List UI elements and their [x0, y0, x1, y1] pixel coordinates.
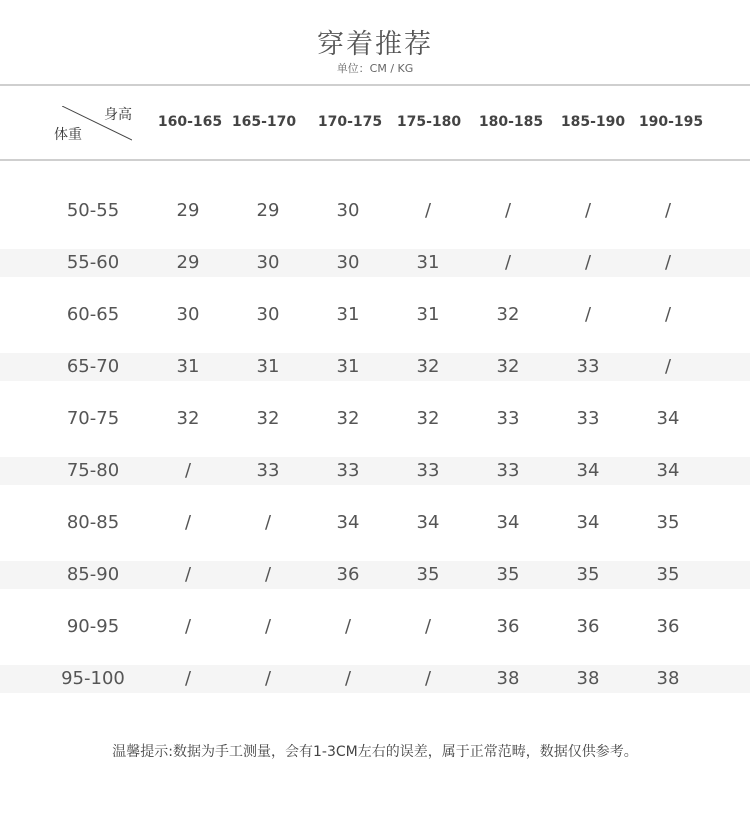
weight-cell: 55-60 — [66, 252, 120, 273]
size-cell: 29 — [176, 252, 200, 273]
table-row — [0, 249, 750, 277]
size-cell: / — [584, 252, 592, 273]
weight-cell: 50-55 — [66, 200, 120, 221]
weight-cell: 95-100 — [61, 668, 125, 689]
table-row — [0, 561, 750, 589]
size-cell: 32 — [416, 408, 440, 429]
size-cell: 36 — [336, 564, 360, 585]
size-cell: 36 — [656, 616, 680, 637]
height-axis-label: 身高 — [104, 107, 132, 123]
height-column-header: 175-180 — [396, 114, 462, 130]
size-cell: / — [264, 616, 272, 637]
size-cell: 34 — [656, 408, 680, 429]
size-cell: 35 — [656, 512, 680, 533]
height-column-header: 170-175 — [317, 114, 383, 130]
size-cell: / — [264, 564, 272, 585]
page-title: 穿着推荐 — [317, 29, 433, 60]
size-cell: 32 — [336, 408, 360, 429]
weight-cell: 85-90 — [66, 564, 120, 585]
height-column-header: 180-185 — [478, 114, 544, 130]
size-cell: 29 — [176, 200, 200, 221]
size-cell: / — [344, 616, 352, 637]
size-cell: / — [664, 200, 672, 221]
size-cell: / — [664, 252, 672, 273]
size-cell: 31 — [416, 252, 440, 273]
weight-cell: 75-80 — [66, 460, 120, 481]
size-cell: 33 — [576, 356, 600, 377]
size-cell: 31 — [336, 304, 360, 325]
size-cell: 34 — [656, 460, 680, 481]
size-cell: 30 — [336, 200, 360, 221]
size-cell: 30 — [256, 304, 280, 325]
size-cell: 35 — [416, 564, 440, 585]
size-cell: 34 — [336, 512, 360, 533]
size-cell: 33 — [576, 408, 600, 429]
size-cell: / — [344, 668, 352, 689]
height-column-header: 160-165 — [157, 114, 223, 130]
size-cell: / — [584, 304, 592, 325]
size-cell: / — [584, 200, 592, 221]
size-cell: 32 — [416, 356, 440, 377]
size-cell: 33 — [256, 460, 280, 481]
weight-axis-label: 体重 — [54, 127, 82, 143]
size-cell: 35 — [496, 564, 520, 585]
size-cell: / — [504, 252, 512, 273]
table-row — [0, 613, 750, 641]
height-column-header: 185-190 — [560, 114, 626, 130]
size-cell: / — [184, 616, 192, 637]
size-cell: 34 — [576, 512, 600, 533]
table-row — [0, 405, 750, 433]
size-cell: 30 — [256, 252, 280, 273]
size-cell: / — [184, 564, 192, 585]
height-column-header: 190-195 — [638, 114, 704, 130]
table-row — [0, 353, 750, 381]
weight-cell: 70-75 — [66, 408, 120, 429]
size-cell: 33 — [336, 460, 360, 481]
size-cell: / — [664, 304, 672, 325]
size-cell: 36 — [576, 616, 600, 637]
weight-cell: 65-70 — [66, 356, 120, 377]
size-cell: / — [424, 616, 432, 637]
size-cell: 32 — [496, 304, 520, 325]
size-cell: / — [264, 668, 272, 689]
weight-cell: 60-65 — [66, 304, 120, 325]
size-cell: 32 — [496, 356, 520, 377]
table-row — [0, 457, 750, 485]
size-cell: 34 — [496, 512, 520, 533]
unit-label: 单位：CM / KG — [336, 62, 414, 75]
size-cell: 38 — [576, 668, 600, 689]
size-cell: 31 — [256, 356, 280, 377]
size-cell: 38 — [496, 668, 520, 689]
size-cell: 35 — [576, 564, 600, 585]
size-cell: 36 — [496, 616, 520, 637]
weight-cell: 90-95 — [66, 616, 120, 637]
size-cell: / — [184, 460, 192, 481]
size-cell: 29 — [256, 200, 280, 221]
size-cell: 35 — [656, 564, 680, 585]
size-cell: / — [184, 668, 192, 689]
table-row — [0, 301, 750, 329]
size-cell: / — [504, 200, 512, 221]
header-bottom-divider — [0, 159, 750, 161]
size-cell: 31 — [416, 304, 440, 325]
size-cell: 32 — [256, 408, 280, 429]
size-cell: 34 — [416, 512, 440, 533]
table-header — [0, 86, 750, 159]
table-row — [0, 509, 750, 537]
weight-cell: 80-85 — [66, 512, 120, 533]
size-cell: 31 — [176, 356, 200, 377]
size-cell: 31 — [336, 356, 360, 377]
size-cell: 33 — [416, 460, 440, 481]
table-row — [0, 197, 750, 225]
size-cell: 32 — [176, 408, 200, 429]
size-cell: / — [264, 512, 272, 533]
size-cell: 30 — [336, 252, 360, 273]
size-cell: / — [664, 356, 672, 377]
header-corner-cell — [54, 106, 132, 146]
table-row — [0, 665, 750, 693]
size-cell: 33 — [496, 460, 520, 481]
size-cell: 30 — [176, 304, 200, 325]
size-cell: / — [424, 200, 432, 221]
size-cell: / — [184, 512, 192, 533]
size-cell: 34 — [576, 460, 600, 481]
size-cell: / — [424, 668, 432, 689]
size-cell: 33 — [496, 408, 520, 429]
measurement-note: 温馨提示:数据为手工测量，会有1-3CM左右的误差，属于正常范畴，数据仅供参考。 — [112, 744, 638, 760]
size-cell: 38 — [656, 668, 680, 689]
height-column-header: 165-170 — [231, 114, 297, 130]
